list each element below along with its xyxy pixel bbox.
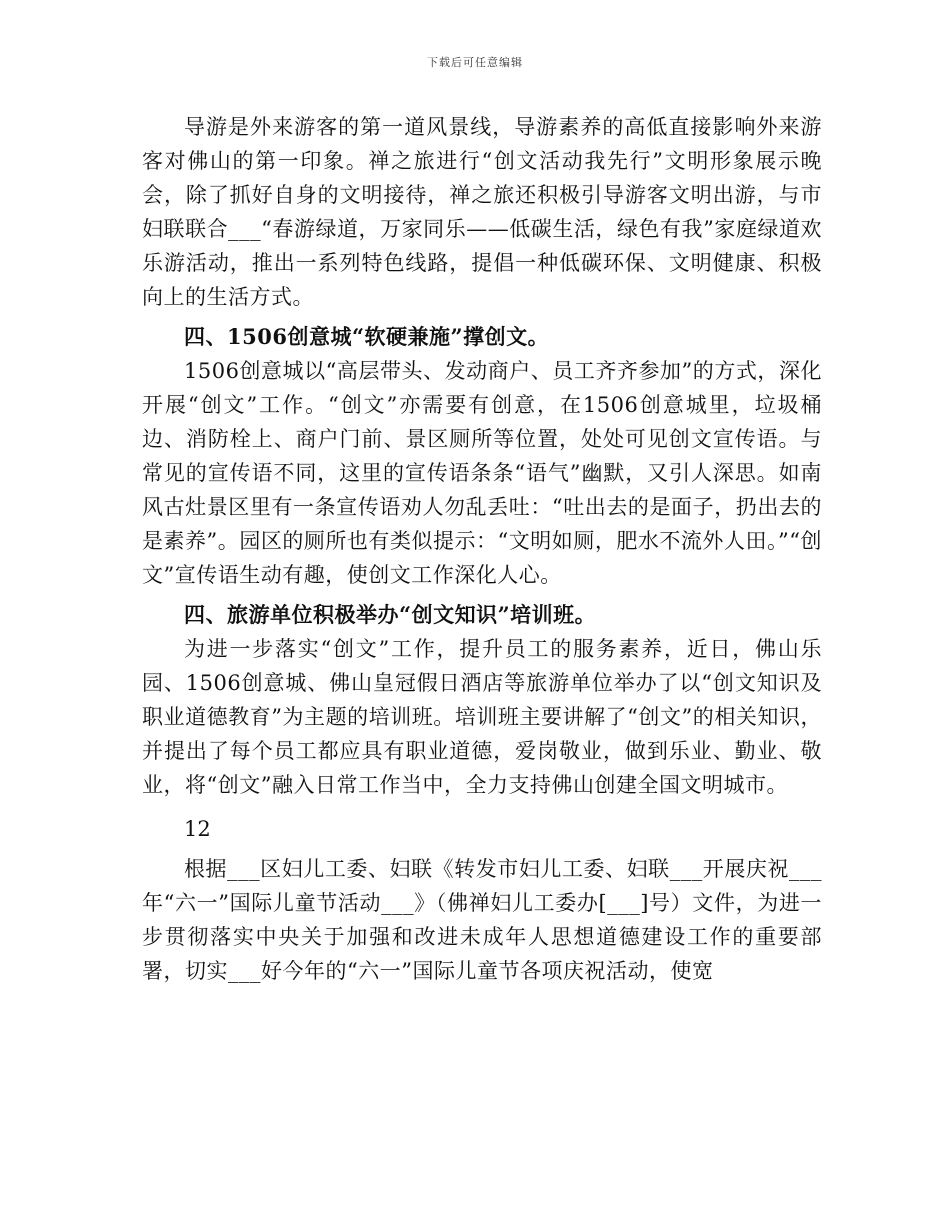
document-body — [142, 110, 822, 988]
section-heading-1506: 四、1506创意城“软硬兼施”撑创文。 — [184, 324, 550, 349]
paragraph-childrens-day: 根据___区妇儿工委、妇联《转发市妇儿工委、妇联___开展庆祝___年“六一”国际儿童节活动___》（佛禅妇儿工委办[___]号）文件，为进一步贯彻落实中央关于加强和改进未成年人思想道德建设工作的重要部署，切实___好今年的“六一”国际儿童节各项庆祝活动，使宽 — [142, 857, 822, 983]
paragraph-tour-guide: 导游是外来游客的第一道风景线，导游素养的高低直接影响外来游客对佛山的第一印象。禅之旅进行“创文活动我先行”文明形象展示晚会，除了抓好自身的文明接待，禅之旅还积极引导游客文明出游，与市妇联联合___“春游绿道，万家同乐——低碳生活，绿色有我”家庭绿道欢乐游活动，推出一系列特色线路，提倡一种低碳环保、文明健康、积极向上的生活方式。 — [142, 115, 822, 309]
paragraph-1506-creative-city: 1506创意城以“高层带头、发动商户、员工齐齐参加”的方式，深化开展“创文”工作。“创文”亦需要有创意，在1506创意城里，垃圾桶边、消防栓上、商户门前、景区厕所等位置，处处可见创文宣传语。与常见的宣传语不同，这里的宣传语条条“语气”幽默，又引人深思。如南风古灶景区里有一条宣传语劝人勿乱丢吐：“吐出去的是面子，扔出去的是素养”。园区的厕所也有类似提示：“文明如厕，肥水不流外人田。”“创文”宣传语生动有趣，使创文工作深化人心。 — [142, 359, 822, 587]
page-header: 下载后可任意编辑 — [427, 56, 523, 69]
paragraph-training: 为进一步落实“创文”工作，提升员工的服务素养，近日，佛山乐园、1506创意城、佛山皇冠假日酒店等旅游单位举办了以“创文知识及职业道德教育”为主题的培训班。培训班主要讲解了“创文”的相关知识，并提出了每个员工都应具有职业道德，爱岗敬业，做到乐业、勤业、敬业，将“创文”融入日常工作当中，全力支持佛山创建全国文明城市。 — [142, 637, 822, 797]
section-heading-training: 四、旅游单位积极举办“创文知识”培训班。 — [184, 602, 597, 627]
section-number: 12 — [184, 817, 211, 841]
